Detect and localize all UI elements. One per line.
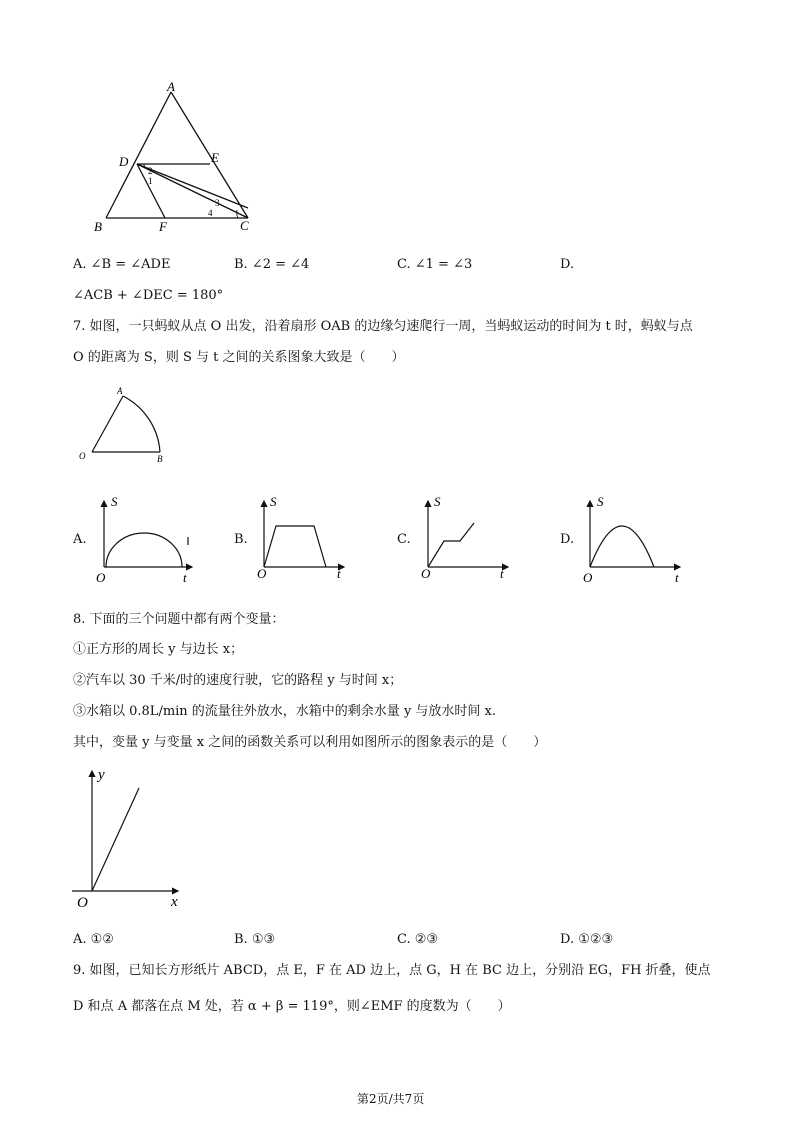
q6-option-c: C. ∠1 = ∠3 xyxy=(397,257,473,272)
label-d: D xyxy=(119,154,129,169)
q9-stem-line1: 9. 如图，已知长方形纸片 ABCD，点 E，F 在 AD 边上，点 G，H 在 BC 边上，分别沿 EG，FH 折叠，使点 xyxy=(73,963,711,978)
label-angle-2: 2 xyxy=(148,166,153,176)
segment-dc-inner xyxy=(137,164,248,208)
q8-option-b: B. ①③ xyxy=(234,932,276,947)
graph-c-origin: O xyxy=(421,566,431,581)
label-angle-3: 3 xyxy=(215,198,220,208)
label-e: E xyxy=(211,150,219,165)
graph-b-origin: O xyxy=(257,566,267,581)
graph-a-origin: O xyxy=(96,570,106,585)
q8-item-3: ③水箱以 0.8L/min 的流量往外放水，水箱中的剩余水量 y 与放水时间 x. xyxy=(73,704,497,719)
q8-option-d: D. ①②③ xyxy=(560,932,614,947)
q6-option-b: B. ∠2 = ∠4 xyxy=(234,257,310,272)
q7-option-b-label: B. xyxy=(234,532,248,547)
page-footer: 第2页/共7页 xyxy=(357,1092,425,1106)
graph-b-x-label: t xyxy=(337,566,341,581)
graph-a-x-label: t xyxy=(183,570,187,585)
label-b: B xyxy=(94,219,102,234)
label-f: F xyxy=(159,219,167,234)
q7-graph-d xyxy=(580,493,690,585)
q7-stem-line1: 7. 如图，一只蚂蚁从点 O 出发，沿着扇形 OAB 的边缘匀速爬行一周，当蚂蚁运动的时间为 t 时，蚂蚁与点 xyxy=(73,319,693,334)
q8-graph xyxy=(70,765,190,915)
q6-option-d-text: ∠ACB + ∠DEC = 180° xyxy=(73,288,224,303)
graph-c-y-label: S xyxy=(434,494,441,509)
q9-stem-line2: D 和点 A 都落在点 M 处，若 α + β = 119°，则∠EMF 的度数为（ ） xyxy=(73,999,511,1014)
graph-d-x-label: t xyxy=(675,570,679,585)
q8-graph-y-label: y xyxy=(98,767,105,783)
label-c: C xyxy=(240,218,249,233)
sector-label-b: B xyxy=(157,454,163,464)
graph-d-y-label: S xyxy=(597,494,604,509)
graph-b-y-label: S xyxy=(270,494,277,509)
q7-option-d-label: D. xyxy=(560,532,575,547)
q8-option-a: A. ①② xyxy=(73,932,114,947)
side-ab xyxy=(106,92,171,218)
q8-item-2: ②汽车以 30 千米/时的速度行驶，它的路程 y 与时间 x； xyxy=(73,673,403,688)
q7-sector-figure xyxy=(76,383,176,465)
label-a: A xyxy=(167,79,175,94)
q7-graph-b xyxy=(254,493,354,585)
graph-a-y-label: S xyxy=(111,494,118,509)
q7-graph-a xyxy=(92,493,202,585)
q6-option-d: D. xyxy=(560,257,575,272)
q7-option-a-label: A. xyxy=(73,532,87,547)
q8-graph-x-label: x xyxy=(171,894,178,910)
sector-label-o: O xyxy=(79,451,86,461)
q6-triangle-figure xyxy=(88,78,268,238)
q8-question: 其中，变量 y 与变量 x 之间的函数关系可以利用如图所示的图象表示的是（ ） xyxy=(73,735,547,750)
q6-option-a: A. ∠B = ∠ADE xyxy=(73,257,171,272)
q7-graph-c xyxy=(418,493,518,585)
q8-graph-origin: O xyxy=(77,895,88,911)
q7-option-c-label: C. xyxy=(397,532,411,547)
q8-option-c: C. ②③ xyxy=(397,932,439,947)
sector-label-a: A xyxy=(117,386,123,396)
label-angle-4: 4 xyxy=(208,208,213,218)
graph-c-x-label: t xyxy=(500,566,504,581)
graph-d-origin: O xyxy=(583,570,593,585)
q8-intro: 8. 下面的三个问题中都有两个变量： xyxy=(73,612,285,627)
label-angle-1: 1 xyxy=(148,176,153,186)
q7-stem-line2: O 的距离为 S，则 S 与 t 之间的关系图象大致是（ ） xyxy=(73,350,405,365)
q8-item-1: ①正方形的周长 y 与边长 x； xyxy=(73,642,244,657)
